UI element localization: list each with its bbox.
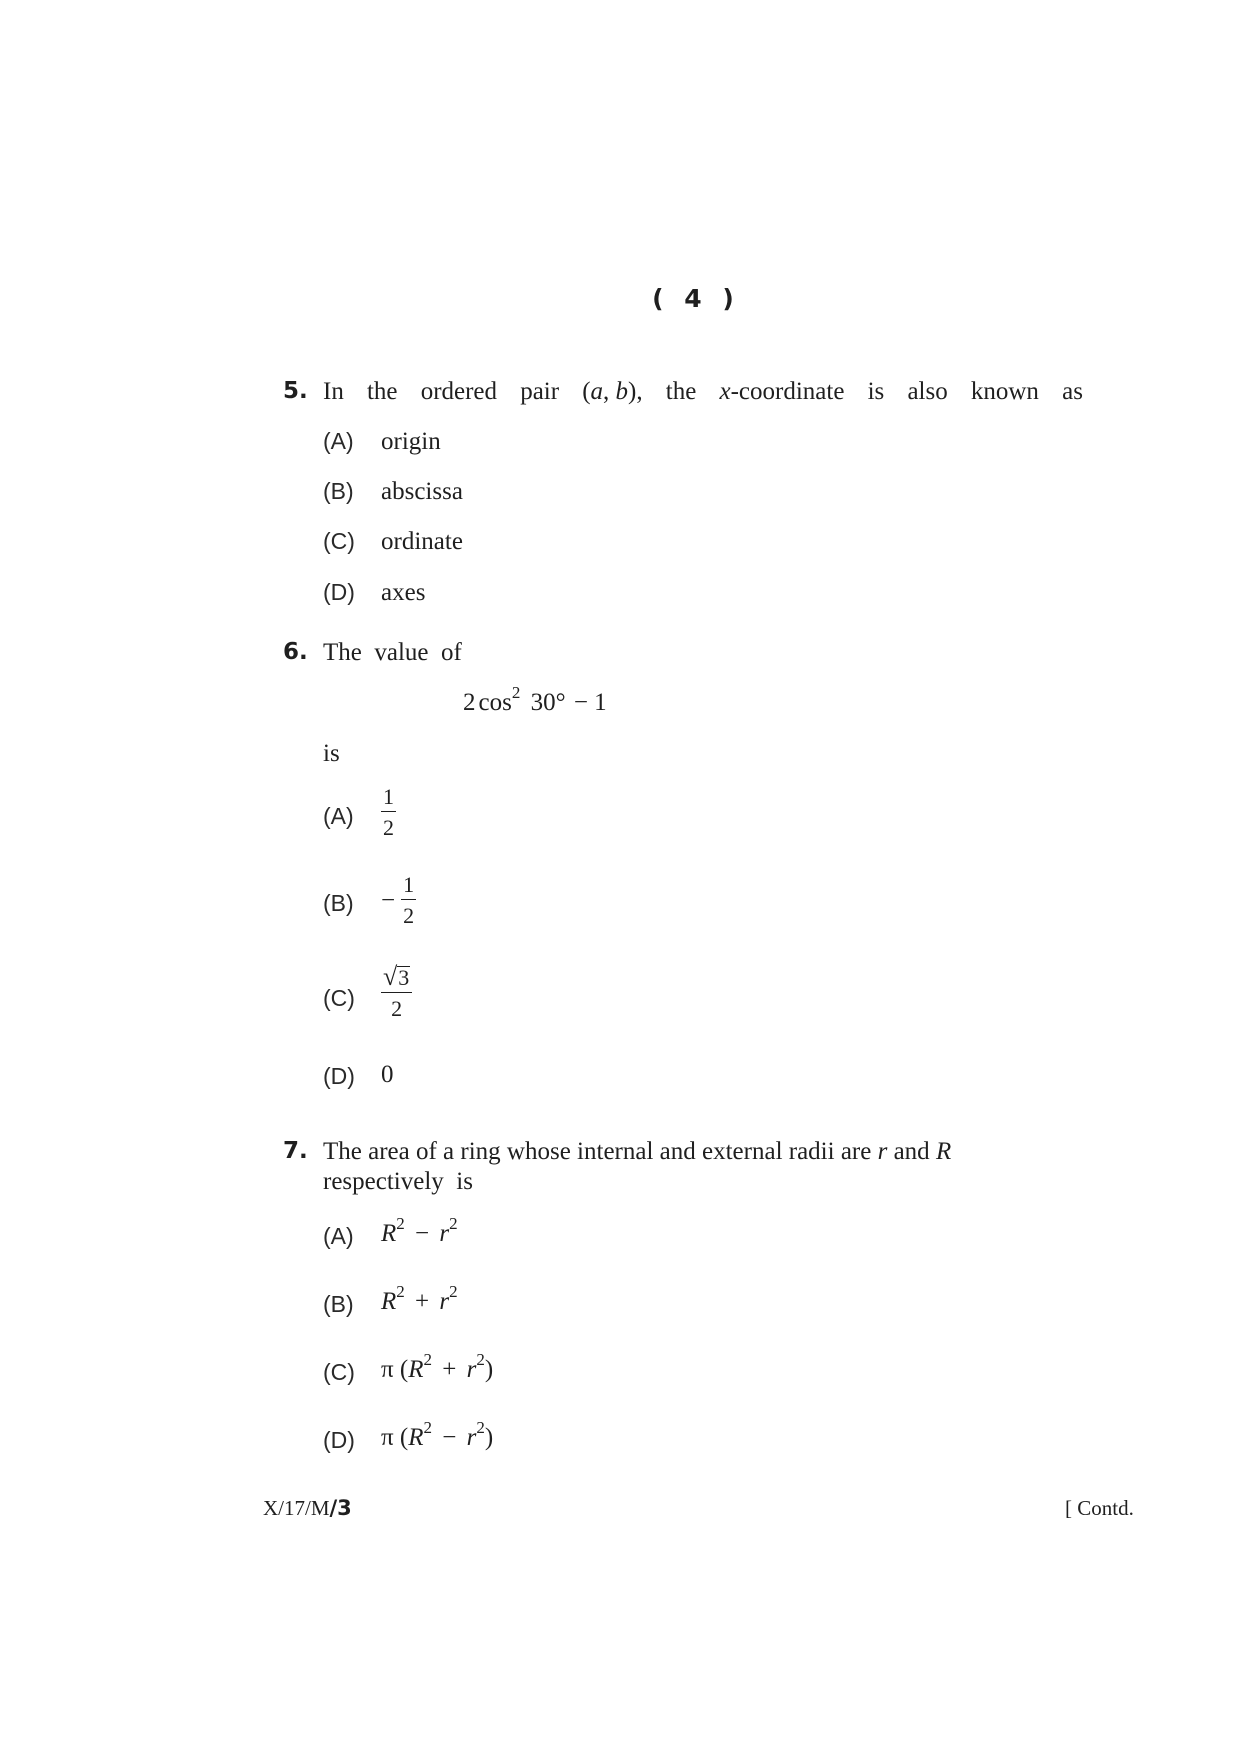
q7-option-b[interactable]	[323, 1291, 354, 1318]
expr-exp: 2	[396, 1213, 405, 1233]
expr-fn: cos	[478, 689, 512, 716]
expr-angle: 30°	[530, 689, 566, 716]
expr-op: −	[415, 1220, 430, 1247]
expr-exp: 2	[396, 1281, 405, 1301]
option-label: (C)	[323, 1359, 355, 1385]
q6-expression	[463, 682, 607, 717]
page-number: ( 4 )	[652, 284, 740, 313]
expr-exp: 2	[476, 1417, 485, 1437]
q5-option-b-text: abscissa	[381, 478, 463, 505]
expr-post: )	[484, 1424, 494, 1451]
expr-power: 2	[511, 682, 521, 702]
fraction-numerator: 1	[401, 874, 416, 900]
expr-r: r	[439, 1220, 450, 1247]
option-label: (C)	[323, 528, 355, 554]
expr-op: −	[442, 1424, 457, 1451]
q7-option-a[interactable]	[323, 1223, 354, 1250]
minus-sign: −	[381, 886, 396, 914]
q7-option-c-expr	[381, 1349, 494, 1384]
q5-option-d[interactable]	[323, 579, 355, 606]
q6-option-d-text: 0	[381, 1061, 394, 1088]
question-6-number: 6.	[283, 639, 308, 665]
q5-word: the	[665, 378, 697, 405]
q7-option-c[interactable]	[323, 1359, 355, 1386]
q7-option-d-expr	[381, 1417, 494, 1452]
expr-exp: 2	[449, 1213, 458, 1233]
expr-R: R	[381, 1220, 397, 1247]
expr-coef: 2	[463, 689, 476, 716]
q6-option-b[interactable]	[323, 890, 354, 917]
option-label: (C)	[323, 985, 355, 1011]
q6-option-d[interactable]	[323, 1063, 355, 1090]
q5-word: known	[970, 378, 1039, 405]
fraction-numerator	[381, 962, 412, 993]
square-root	[383, 962, 410, 991]
q5-option-a-text: origin	[381, 428, 441, 455]
expr-rest: − 1	[573, 689, 607, 716]
q7-and: and	[893, 1138, 930, 1165]
expr-exp: 2	[423, 1417, 432, 1437]
expr-pre: π (	[381, 1424, 409, 1451]
q7-option-d[interactable]	[323, 1427, 355, 1454]
q6-after: is	[323, 740, 340, 767]
radicand: 3	[398, 965, 410, 990]
expr-r: r	[466, 1356, 477, 1383]
option-label: (B)	[323, 890, 354, 916]
expr-R: R	[381, 1288, 397, 1315]
q5-pair: (a, b),	[582, 378, 643, 405]
question-5-stem	[323, 378, 1083, 406]
q5-option-c[interactable]	[323, 528, 355, 555]
option-label: (B)	[323, 1291, 354, 1317]
q5-option-b[interactable]	[323, 478, 354, 505]
q5-option-d-text: axes	[381, 579, 426, 606]
q5-word: ordered	[420, 378, 498, 405]
expr-r: r	[439, 1288, 450, 1315]
expr-R: R	[408, 1424, 424, 1451]
expr-pre: π (	[381, 1356, 409, 1383]
paper-code	[263, 1496, 352, 1521]
q6-option-a[interactable]	[323, 803, 354, 830]
expr-op: +	[442, 1356, 457, 1383]
option-label: (D)	[323, 1063, 355, 1089]
q5-option-a[interactable]	[323, 428, 354, 455]
q7-var-r: r	[877, 1138, 888, 1165]
question-7-line2: respectively is	[323, 1168, 473, 1195]
q5-word: the	[366, 378, 398, 405]
fraction	[401, 874, 416, 927]
question-7-line1	[323, 1138, 951, 1166]
fraction-numerator: 1	[381, 786, 396, 812]
option-label: (A)	[323, 1223, 354, 1249]
option-label: (A)	[323, 803, 354, 829]
q5-word: pair	[520, 378, 560, 405]
option-label: (A)	[323, 428, 354, 454]
q7-var-R: R	[935, 1138, 952, 1165]
expr-post: )	[484, 1356, 494, 1383]
expr-R: R	[408, 1356, 424, 1383]
q5-xcoord: x-coordinate	[719, 378, 845, 405]
fraction	[381, 786, 396, 839]
expr-exp: 2	[476, 1349, 485, 1369]
q5-option-c-text: ordinate	[381, 528, 463, 555]
q6-option-b-value	[381, 874, 416, 927]
question-5-number: 5.	[283, 378, 308, 404]
expr-exp: 2	[423, 1349, 432, 1369]
q5-word: as	[1062, 378, 1083, 405]
paper-code-suffix: /3	[329, 1496, 352, 1520]
fraction-denominator: 2	[391, 996, 403, 1021]
expr-exp: 2	[449, 1281, 458, 1301]
question-6-stem: The value of	[323, 639, 462, 666]
question-7-number: 7.	[283, 1138, 308, 1164]
contd-label: [ Contd.	[1065, 1496, 1134, 1520]
q5-word: is	[867, 378, 885, 405]
q6-option-c-value	[381, 962, 412, 1021]
fraction	[381, 962, 412, 1021]
option-label: (B)	[323, 478, 354, 504]
q6-option-a-value	[381, 786, 396, 839]
fraction-denominator: 2	[403, 903, 415, 928]
option-label: (D)	[323, 1427, 355, 1453]
expr-r: r	[466, 1424, 477, 1451]
option-label: (D)	[323, 579, 355, 605]
paper-code-prefix: X/17/M	[263, 1496, 330, 1520]
q6-option-c[interactable]	[323, 985, 355, 1012]
q7-option-a-expr	[381, 1213, 458, 1248]
q5-word: In	[323, 378, 344, 405]
fraction-denominator: 2	[383, 815, 394, 840]
q7-option-b-expr	[381, 1281, 458, 1316]
expr-op: +	[415, 1288, 430, 1315]
q5-word: also	[907, 378, 948, 405]
q7-text: The area of a ring whose internal and external radii are	[323, 1138, 872, 1165]
radical-sign: √	[383, 962, 398, 991]
